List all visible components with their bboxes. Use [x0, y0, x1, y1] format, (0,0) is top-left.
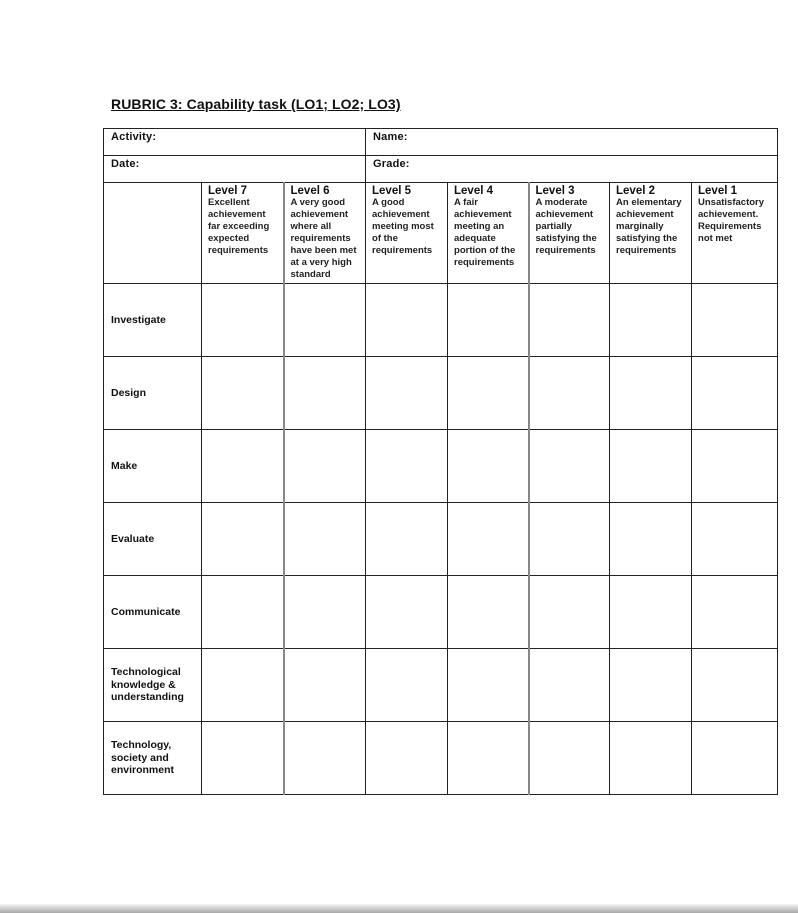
criterion-label: Evaluate — [104, 503, 202, 576]
score-cell[interactable] — [366, 649, 448, 722]
score-cell[interactable] — [284, 284, 366, 357]
score-cell[interactable] — [448, 576, 529, 649]
score-cell[interactable] — [202, 576, 284, 649]
level-title: Level 6 — [290, 185, 330, 197]
date-field[interactable] — [104, 156, 366, 183]
criterion-row — [104, 503, 778, 576]
criterion-row — [104, 722, 778, 795]
corner-cell — [104, 183, 202, 284]
score-cell[interactable] — [202, 722, 284, 795]
level-description: An elementary achievement marginally satisfying the requirements — [616, 197, 682, 256]
score-cell[interactable] — [366, 284, 448, 357]
criterion-row — [104, 284, 778, 357]
score-cell[interactable] — [610, 357, 692, 430]
level-description: A very good achievement where all requirements have been met at a very high standard — [290, 197, 357, 280]
level-title: Level 7 — [208, 185, 247, 197]
rubric-table — [103, 128, 778, 795]
criterion-label: Technological knowledge & understanding — [104, 649, 202, 722]
score-cell[interactable] — [529, 649, 610, 722]
score-cell[interactable] — [284, 576, 366, 649]
grade-label: Grade: — [373, 158, 410, 170]
score-cell[interactable] — [692, 284, 778, 357]
score-cell[interactable] — [284, 649, 366, 722]
name-label: Name: — [373, 131, 408, 143]
score-cell[interactable] — [284, 722, 366, 795]
score-cell[interactable] — [448, 503, 529, 576]
score-cell[interactable] — [692, 503, 778, 576]
score-cell[interactable] — [692, 430, 778, 503]
level-7-header — [202, 183, 284, 284]
score-cell[interactable] — [692, 722, 778, 795]
score-cell[interactable] — [448, 722, 529, 795]
score-cell[interactable] — [202, 284, 284, 357]
score-cell[interactable] — [610, 722, 692, 795]
score-cell[interactable] — [366, 430, 448, 503]
score-cell[interactable] — [529, 357, 610, 430]
level-3-header — [529, 183, 610, 284]
name-field[interactable] — [366, 129, 778, 156]
score-cell[interactable] — [366, 357, 448, 430]
score-cell[interactable] — [366, 503, 448, 576]
level-1-header — [692, 183, 778, 284]
score-cell[interactable] — [529, 503, 610, 576]
score-cell[interactable] — [366, 576, 448, 649]
score-cell[interactable] — [202, 503, 284, 576]
level-2-header — [610, 183, 692, 284]
score-cell[interactable] — [448, 357, 529, 430]
date-label: Date: — [111, 158, 140, 170]
score-cell[interactable] — [448, 649, 529, 722]
level-description: Unsatisfactory achievement. Requirements not met — [698, 197, 765, 244]
score-cell[interactable] — [610, 430, 692, 503]
level-title: Level 1 — [698, 185, 738, 197]
score-cell[interactable] — [529, 722, 610, 795]
rubric-title: RUBRIC 3: Capability task (LO1; LO2; LO3) — [111, 96, 401, 112]
activity-field[interactable] — [104, 129, 366, 156]
score-cell[interactable] — [284, 430, 366, 503]
score-cell[interactable] — [692, 649, 778, 722]
score-cell[interactable] — [284, 357, 366, 430]
level-description: Excellent achievement far exceeding expected requirements — [208, 197, 270, 256]
level-description: A good achievement meeting most of the requirements — [372, 197, 434, 256]
score-cell[interactable] — [448, 284, 529, 357]
score-cell[interactable] — [366, 722, 448, 795]
level-title: Level 2 — [616, 185, 656, 197]
score-cell[interactable] — [529, 430, 610, 503]
criterion-label: Technology, society and environment — [104, 722, 202, 795]
level-4-header — [448, 183, 529, 284]
criterion-row — [104, 430, 778, 503]
criterion-row — [104, 649, 778, 722]
criterion-label: Investigate — [104, 284, 202, 357]
score-cell[interactable] — [692, 357, 778, 430]
score-cell[interactable] — [529, 576, 610, 649]
level-6-header — [284, 183, 366, 284]
levels-header-row — [104, 183, 778, 284]
page-bottom-shadow — [0, 904, 798, 913]
level-title: Level 3 — [535, 185, 575, 197]
level-title: Level 4 — [454, 185, 494, 197]
criterion-label: Design — [104, 357, 202, 430]
score-cell[interactable] — [610, 503, 692, 576]
score-cell[interactable] — [529, 284, 610, 357]
score-cell[interactable] — [202, 649, 284, 722]
score-cell[interactable] — [448, 430, 529, 503]
score-cell[interactable] — [610, 649, 692, 722]
score-cell[interactable] — [202, 357, 284, 430]
criterion-row — [104, 357, 778, 430]
criterion-row — [104, 576, 778, 649]
score-cell[interactable] — [202, 430, 284, 503]
level-5-header — [366, 183, 448, 284]
criterion-label: Communicate — [104, 576, 202, 649]
criterion-label: Make — [104, 430, 202, 503]
score-cell[interactable] — [284, 503, 366, 576]
level-description: A moderate achievement partially satisfying the requirements — [535, 197, 597, 256]
level-description: A fair achievement meeting an adequate portion of the requirements — [454, 197, 516, 268]
level-title: Level 5 — [372, 185, 412, 197]
score-cell[interactable] — [610, 284, 692, 357]
score-cell[interactable] — [610, 576, 692, 649]
activity-label: Activity: — [111, 131, 157, 143]
score-cell[interactable] — [692, 576, 778, 649]
grade-field[interactable] — [366, 156, 778, 183]
